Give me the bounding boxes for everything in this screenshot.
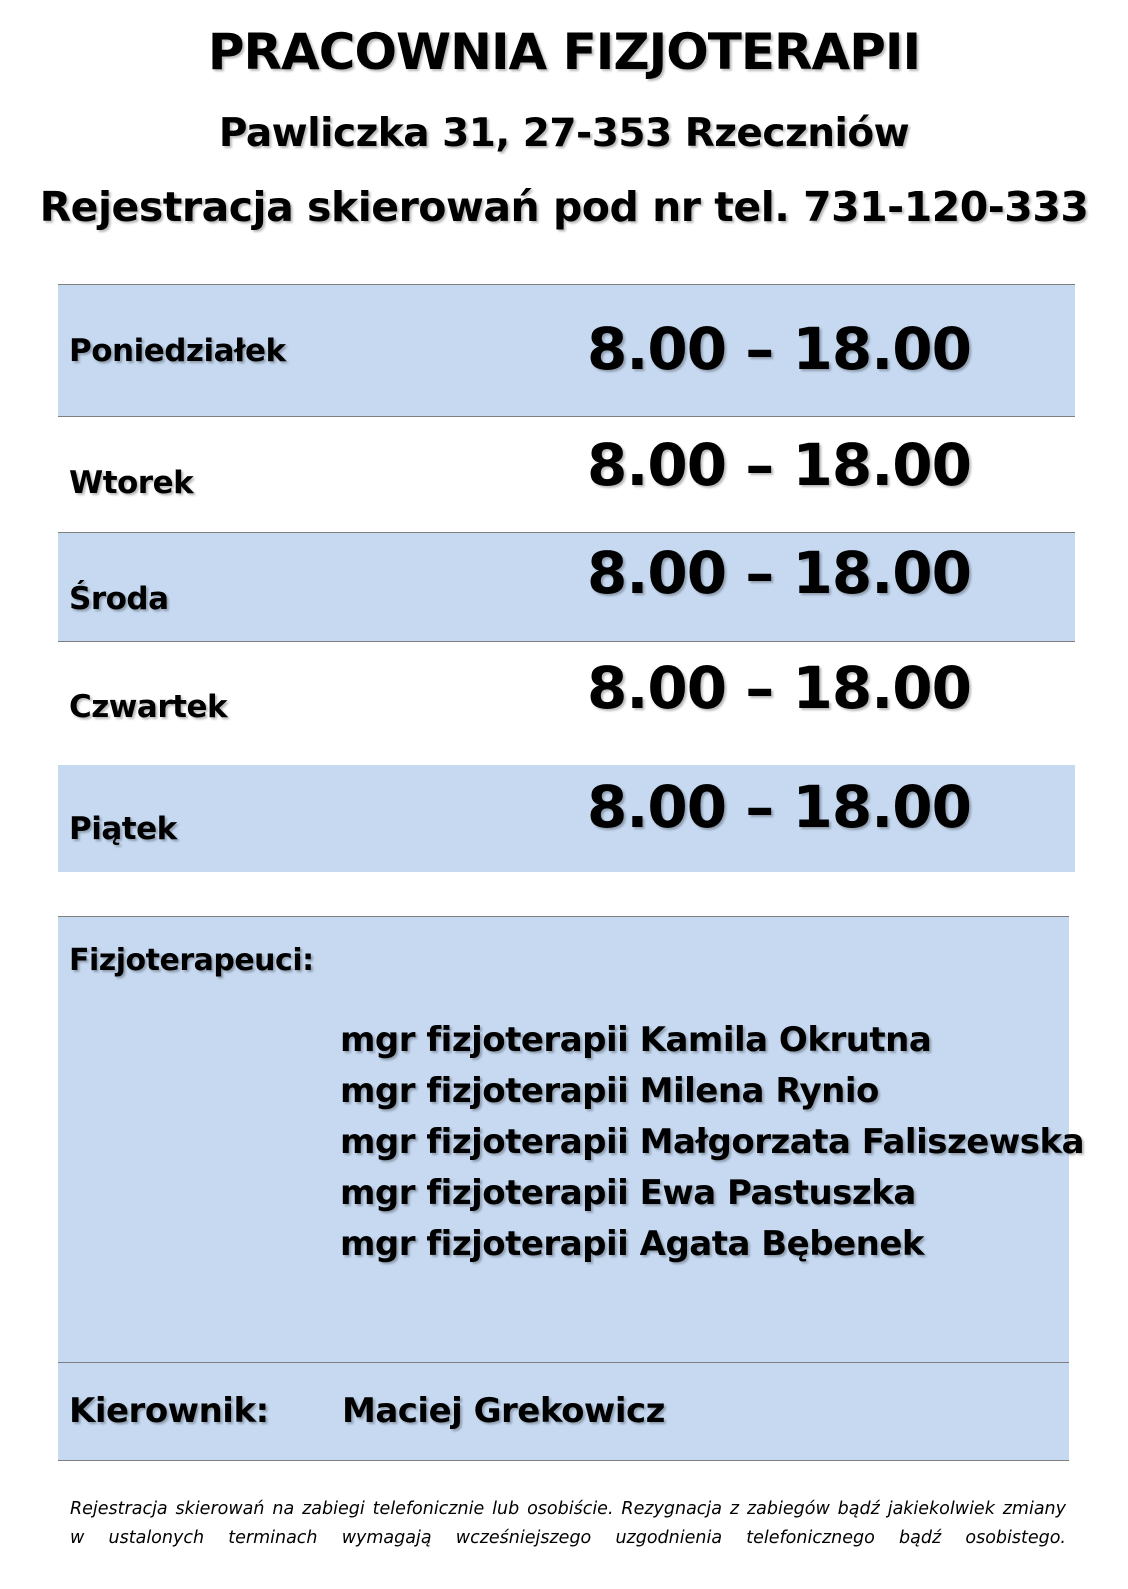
footer-note	[70, 1495, 1066, 1553]
day-label: Czwartek	[69, 689, 228, 725]
registration-phone: Rejestracja skierowań pod nr tel. 731-120-333	[39, 183, 1089, 231]
manager-section	[58, 1362, 1069, 1461]
staff-section	[58, 916, 1085, 1363]
hours-value: 8.00 – 18.00	[587, 315, 971, 383]
manager-name: Maciej Grekowicz	[342, 1391, 665, 1431]
hours-value: 8.00 – 18.00	[587, 431, 971, 499]
schedule-row-monday	[58, 284, 1075, 416]
day-label: Poniedziałek	[69, 333, 286, 369]
schedule-row-thursday	[58, 641, 1075, 765]
hours-value: 8.00 – 18.00	[587, 539, 971, 607]
footer-line-2: w ustalonych terminach wymagają wcześniejszego uzgodnienia telefonicznego bądź osobistego.	[70, 1528, 1066, 1548]
day-label: Piątek	[69, 811, 177, 847]
staff-member: mgr fizjoterapii Milena Rynio	[340, 1071, 879, 1111]
schedule-row-wednesday	[58, 532, 1075, 641]
footer-line-1: Rejestracja skierowań na zabiegi telefonicznie lub osobiście. Rezygnacja z zabiegów bądź jakiekolwiek zmiany	[70, 1499, 1066, 1519]
hours-value: 8.00 – 18.00	[587, 773, 971, 841]
staff-member: mgr fizjoterapii Małgorzata Faliszewska	[340, 1122, 1085, 1162]
staff-list	[340, 1015, 1084, 1270]
staff-member: mgr fizjoterapii Kamila Okrutna	[340, 1020, 932, 1060]
address: Pawliczka 31, 27-353 Rzeczniów	[218, 111, 910, 156]
staff-member: mgr fizjoterapii Ewa Pastuszka	[340, 1173, 916, 1213]
schedule-row-friday	[58, 765, 1075, 872]
schedule-row-tuesday	[58, 416, 1075, 532]
manager-label: Kierownik:	[69, 1391, 269, 1431]
staff-label: Fizjoterapeuci:	[69, 943, 314, 978]
page-title: PRACOWNIA FIZJOTERAPII	[207, 23, 921, 81]
day-label: Środa	[69, 581, 169, 617]
hours-value: 8.00 – 18.00	[587, 654, 971, 722]
day-label: Wtorek	[69, 465, 194, 501]
staff-member: mgr fizjoterapii Agata Bębenek	[340, 1224, 925, 1264]
